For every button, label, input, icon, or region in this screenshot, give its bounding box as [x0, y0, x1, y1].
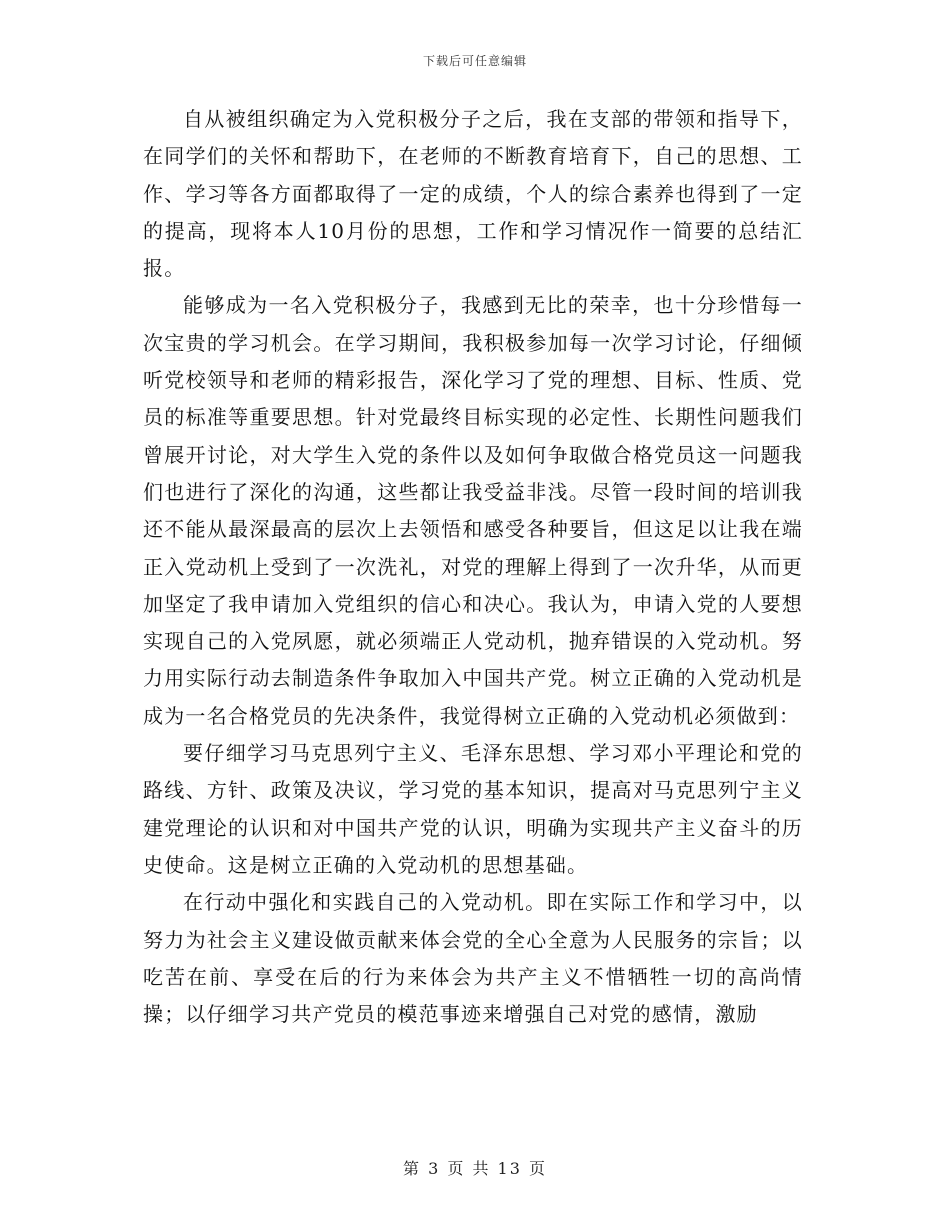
page-number: 第 3 页 共 13 页 [403, 1159, 547, 1178]
paragraph-3: 要仔细学习马克思列宁主义、毛泽东思想、学习邓小平理论和党的路线、方针、政策及决议，学习党的基本知识，提高对马克思列宁主义建党理论的认识和对中国共产党的认识，明确为实现共产主义奋斗的历史使命。这是树立正确的入党动机的思想基础。 [143, 741, 803, 877]
document-body [143, 101, 803, 1033]
paragraph-4: 在行动中强化和实践自己的入党动机。即在实际工作和学习中，以努力为社会主义建设做贡献来体会党的全心全意为人民服务的宗旨；以吃苦在前、享受在后的行为来体会为共产主义不惜牺牲一切的高尚情操；以仔细学习共产党员的模范事迹来增强自己对党的感情，激励 [143, 890, 803, 1027]
paragraph-1: 自从被组织确定为入党积极分子之后，我在支部的带领和指导下，在同学们的关怀和帮助下，在老师的不断教育培育下，自己的思想、工作、学习等各方面都取得了一定的成绩，个人的综合素养也得到了一定的提高，现将本人10月份的思想，工作和学习情况作一简要的总结汇报。 [143, 107, 803, 281]
header-note: 下载后可任意编辑 [422, 54, 527, 68]
paragraph-2: 能够成为一名入党积极分子，我感到无比的荣幸，也十分珍惜每一次宝贵的学习机会。在学习期间，我积极参加每一次学习讨论，仔细倾听党校领导和老师的精彩报告，深化学习了党的理想、目标、性质、党员的标准等重要思想。针对党最终目标实现的必定性、长期性问题我们曾展开讨论，对大学生入党的条件以及如何争取做合格党员这一问题我们也进行了深化的沟通，这些都让我受益非浅。尽管一段时间的培训我还不能从最深最高的层次上去领悟和感受各种要旨，但这足以让我在端正入党动机上受到了一次洗礼，对党的理解上得到了一次升华，从而更加坚定了我申请加入党组织的信心和决心。我认为，申请入党的人要想实现自己的入党夙愿，就必须端正人党动机，抛弃错误的入党动机。努力用实际行动去制造条件争取加入中国共产党。树立正确的入党动机是成为一名合格党员的先决条件，我觉得树立正确的入党动机必须做到： [143, 293, 803, 728]
